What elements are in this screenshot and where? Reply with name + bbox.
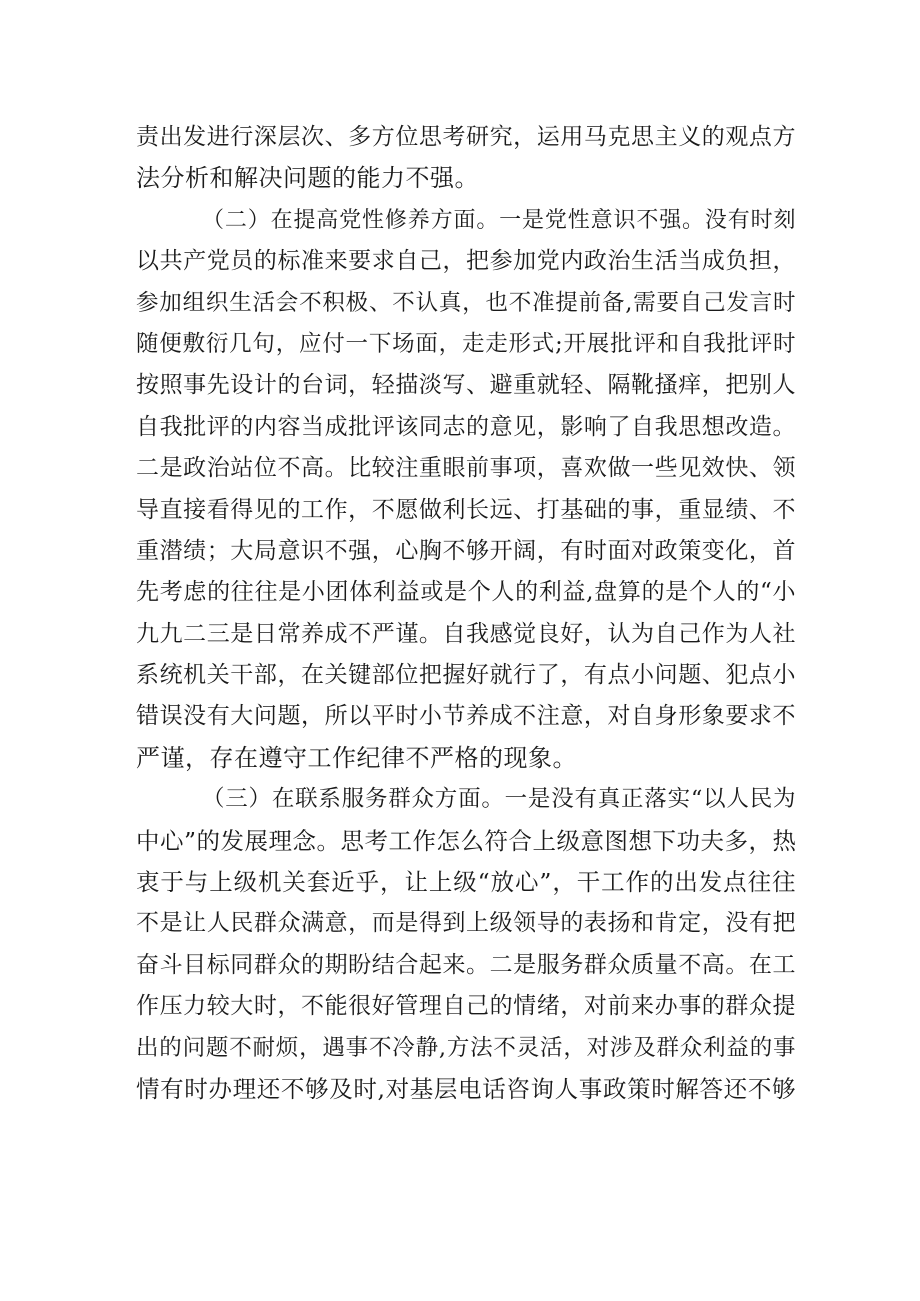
text-line: 不是让人民群众满意，而是得到上级领导的表扬和肯定，没有把 xyxy=(136,910,796,937)
text-line: 自我批评的内容当成批评该同志的意见，影响了自我思想改造。 xyxy=(136,413,796,440)
text-line: （三）在联系服务群众方面。一是没有真正落实“以人民为 xyxy=(202,786,796,813)
text-line: 衷于与上级机关套近乎，让上级“放心”，干工作的出发点往往 xyxy=(136,868,796,897)
text-line: 系统机关干部，在关键部位把握好就行了，有点小问题、犯点小 xyxy=(136,662,796,689)
text-line: 严谨，存在遵守工作纪律不严格的现象。 xyxy=(136,743,577,772)
text-line: 随便敷衍几句，应付一下场面，走走形式;开展批评和自我批评时 xyxy=(136,330,796,357)
text-line: 出的问题不耐烦，遇事不冷静,方法不灵活，对涉及群众利益的事 xyxy=(136,1034,796,1061)
text-line: 作压力较大时，不能很好管理自己的情绪，对前来办事的群众提 xyxy=(136,993,796,1020)
text-line: 错误没有大问题，所以平时小节养成不注意，对自身形象要求不 xyxy=(136,703,796,730)
text-line: 责出发进行深层次、多方位思考研究，运用马克思主义的观点方 xyxy=(136,124,796,150)
document-body xyxy=(136,117,796,1110)
text-line: 重潜绩；大局意识不强，心胸不够开阔，有时面对政策变化，首 xyxy=(136,537,796,564)
text-line: （二）在提高党性修养方面。一是党性意识不强。没有时刻 xyxy=(202,207,796,233)
text-line: 导直接看得见的工作，不愿做利长远、打基础的事，重显绩、不 xyxy=(136,496,796,523)
text-line: 九九二三是日常养成不严谨。自我感觉良好，认为自己作为人社 xyxy=(136,620,796,647)
text-line: 情有时办理还不够及时,对基层电话咨询人事政策时解答还不够 xyxy=(136,1074,796,1103)
text-line: 奋斗目标同群众的期盼结合起来。二是服务群众质量不高。在工 xyxy=(136,951,796,978)
text-line: 先考虑的往往是小团体利益或是个人的利益,盘算的是个人的“小 xyxy=(136,579,796,606)
text-line: 以共产党员的标准来要求自己，把参加党内政治生活当成负担， xyxy=(136,248,796,275)
text-line: 中心”的发展理念。思考工作怎么符合上级意图想下功夫多，热 xyxy=(136,826,797,855)
text-line: 法分析和解决问题的能力不强。 xyxy=(136,164,479,193)
text-line: 二是政治站位不高。比较注重眼前事项，喜欢做一些见效快、领 xyxy=(136,455,796,482)
text-line: 参加组织生活会不积极、不认真，也不准提前备,需要自己发言时 xyxy=(136,289,796,316)
text-line: 按照事先设计的台词，轻描淡写、避重就轻、隔靴搔痒，把别人 xyxy=(136,372,796,399)
